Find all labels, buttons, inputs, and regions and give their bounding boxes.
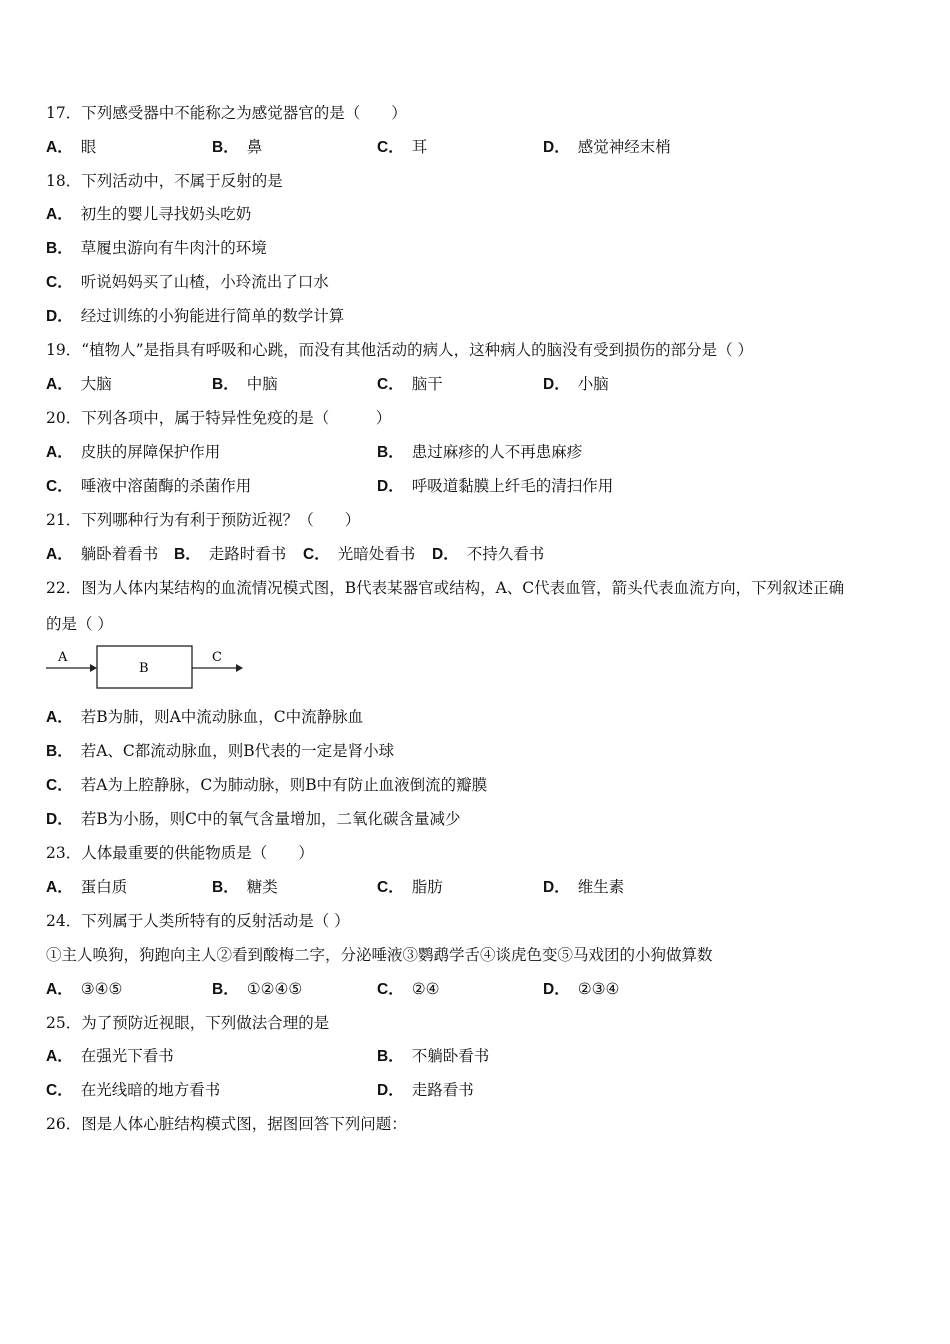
- q17-option-b: B． 鼻: [212, 138, 263, 156]
- q25-stem: 25．为了预防近视眼，下列做法合理的是: [46, 1014, 330, 1032]
- q18-option-c: C． 听说妈妈买了山楂，小玲流出了口水: [46, 273, 329, 291]
- q21-option-b: B． 走路时看书: [174, 545, 287, 563]
- q24-option-b: B． ①②④⑤: [212, 980, 303, 998]
- q20-option-b: B． 患过麻疹的人不再患麻疹: [377, 443, 583, 461]
- q19-option-c: C． 脑干: [377, 375, 443, 393]
- q25-option-d: D． 走路看书: [377, 1081, 474, 1099]
- q25-option-a: A． 在强光下看书: [46, 1047, 174, 1065]
- q25-option-c: C． 在光线暗的地方看书: [46, 1081, 221, 1099]
- q20-stem: 20．下列各项中，属于特异性免疫的是（ ）: [46, 409, 392, 427]
- label-c: C: [212, 650, 222, 665]
- q19-option-b: B． 中脑: [212, 375, 278, 393]
- q17-option-d: D． 感觉神经末梢: [543, 138, 671, 156]
- q17-option-a: A． 眼: [46, 138, 97, 156]
- label-b: B: [139, 661, 149, 676]
- q24-option-d: D． ②③④: [543, 980, 620, 998]
- q17-option-c: C． 耳: [377, 138, 428, 156]
- q22-option-c: C． 若A为上腔静脉，C为肺动脉，则B中有防止血液倒流的瓣膜: [46, 776, 488, 794]
- q24-stem: 24．下列属于人类所特有的反射活动是（ ）: [46, 912, 350, 930]
- q19-option-a: A． 大脑: [46, 375, 112, 393]
- q22-stem-line2: 的是（ ）: [46, 615, 113, 633]
- q23-option-a: A． 蛋白质: [46, 878, 128, 896]
- q24-option-c: C． ②④: [377, 980, 440, 998]
- q23-stem: 23．人体最重要的供能物质是（ ）: [46, 844, 314, 862]
- q18-option-b: B． 草履虫游向有牛肉汁的环境: [46, 239, 267, 257]
- q20-option-d: D． 呼吸道黏膜上纤毛的清扫作用: [377, 477, 614, 495]
- q26-stem: 26．图是人体心脏结构模式图，据图回答下列问题：: [46, 1115, 407, 1133]
- q24-stem-items: ①主人唤狗，狗跑向主人②看到酸梅二字，分泌唾液③鹦鹉学舌④谈虎色变⑤马戏团的小狗做算数: [46, 946, 713, 964]
- q21-option-d: D． 不持久看书: [432, 545, 545, 563]
- q23-option-d: D． 维生素: [543, 878, 625, 896]
- q23-option-c: C． 脂肪: [377, 878, 443, 896]
- q17-stem: 17．下列感受器中不能称之为感觉器官的是（ ）: [46, 104, 407, 122]
- arrow-c-head: [236, 664, 243, 672]
- label-a: A: [58, 650, 68, 665]
- q22-stem-line1: 22．图为人体内某结构的血流情况模式图，B代表某器官或结构，A、C代表血管，箭头代表血流方向，下列叙述正确: [46, 579, 845, 597]
- q24-option-a: A． ③④⑤: [46, 980, 123, 998]
- q18-option-d: D． 经过训练的小狗能进行简单的数学计算: [46, 307, 345, 325]
- q22-option-d: D． 若B为小肠，则C中的氧气含量增加，二氧化碳含量减少: [46, 810, 461, 828]
- q25-option-b: B． 不躺卧看书: [377, 1047, 490, 1065]
- q21-stem: 21．下列哪种行为有利于预防近视？（ ）: [46, 511, 361, 529]
- q20-option-c: C． 唾液中溶菌酶的杀菌作用: [46, 477, 252, 495]
- q19-stem: 19．“植物人”是指具有呼吸和心跳，而没有其他活动的病人，这种病人的脑没有受到损伤的部分是（ ）: [46, 341, 754, 359]
- q23-option-b: B． 糖类: [212, 878, 278, 896]
- q21-option-c: C． 光暗处看书: [303, 545, 416, 563]
- q21-option-a: A． 躺卧着看书: [46, 545, 159, 563]
- q20-option-a: A． 皮肤的屏障保护作用: [46, 443, 221, 461]
- q22-option-a: A． 若B为肺，则A中流动脉血，C中流静脉血: [46, 708, 364, 726]
- arrow-a-head: [90, 664, 97, 672]
- q18-option-a: A． 初生的婴儿寻找奶头吃奶: [46, 205, 252, 223]
- q22-option-b: B． 若A、C都流动脉血，则B代表的一定是肾小球: [46, 742, 395, 760]
- blood-flow-diagram: [44, 642, 254, 694]
- q18-stem: 18．下列活动中，不属于反射的是: [46, 172, 283, 190]
- q19-option-d: D． 小脑: [543, 375, 609, 393]
